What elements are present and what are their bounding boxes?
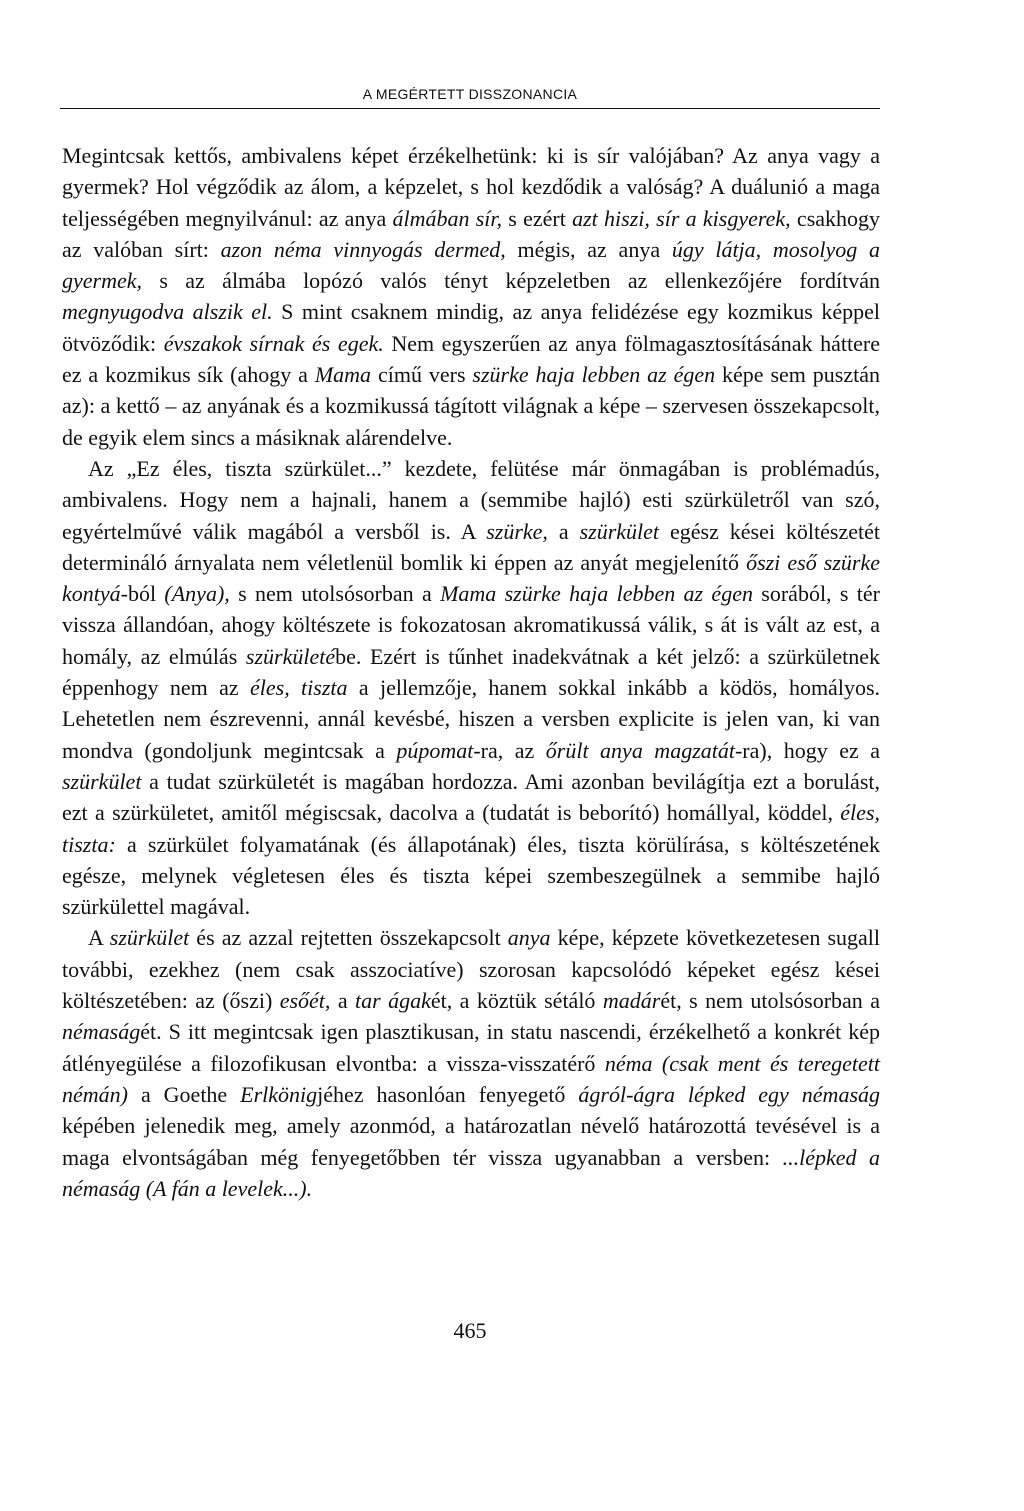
italic-run: némaság [62, 1019, 141, 1045]
italic-run: őszi eső szürke kontyá [62, 549, 880, 607]
italic-run: ...lépked a némaság (A fán a levelek...). [62, 1144, 880, 1201]
italic-run: Erlkönig [240, 1081, 318, 1107]
text-run: című vers [371, 362, 473, 388]
text-run: S mint csaknem mindig, az anya felidézése egy kozmikus képpel ötvöződik: [62, 299, 880, 356]
italic-run: anya [507, 925, 551, 951]
text-run: ét, a köztük sétáló [430, 988, 603, 1014]
text-run: képében jelenedik meg, amely azonmód, a határozatlan névelő határozottá tevésével is a maga elvontságában még fenyegetőbben tér vissza ugyanabban a versben: [62, 1113, 880, 1170]
text-run: A [88, 925, 110, 951]
italic-run: szürke haja lebben az égen [472, 362, 716, 388]
italic-run: azt hiszi, sír a kisgyerek, [572, 205, 791, 231]
text-run: a [547, 518, 580, 544]
italic-run: szürkület [109, 925, 190, 951]
text-run: ét, s nem utolsósorban a [660, 988, 880, 1014]
italic-run: azon néma vinnyogás dermed, [220, 236, 506, 262]
italic-run: (Anya), [164, 581, 230, 607]
paragraph-1 [62, 140, 880, 453]
text-run: csakhogy az valóban sírt: [62, 205, 881, 262]
italic-run: Mama [314, 362, 372, 388]
italic-run: néma (csak ment és teregetett némán) [62, 1050, 880, 1107]
text-run: képe sem pusztán az): a kettő – az anyának és a kozmikussá tágított világnak a képe – szervesen összekapcsolt, de egyik elem sincs a másiknak alárendelve. [62, 362, 881, 450]
text-run: be. Ezért is tűnhet inadekvátnak a két jelző: a szürkületnek éppenhogy nem az [62, 643, 880, 701]
text-run: a [330, 988, 355, 1014]
text-run: jéhez hasonlóan fenyegető [317, 1081, 579, 1107]
italic-run: szürke, [486, 518, 548, 544]
paragraph-2 [62, 453, 880, 922]
italic-run: álmában sír, [392, 205, 503, 231]
italic-run: szürkület [579, 518, 660, 544]
body-text [62, 140, 880, 1204]
italic-run: szürkületé [245, 643, 336, 669]
text-run: -ra, az [473, 737, 546, 763]
text-run: képe, képzete következetesen sugall további, ezekhez (nem csak asszociatíve) szorosan kapcsolódó képeket egész kései költészetében: az (őszi) [62, 925, 880, 1014]
italic-run: ágról-ágra lépked egy némaság [578, 1081, 881, 1107]
italic-run: éles, tiszta: [62, 800, 880, 857]
italic-run: szürkület [62, 768, 142, 794]
text-run: a tudat szürkületét is magában hordozza. Ami azonban bevilágítja ezt a borulást, ezt a szürkületet, amitől mégiscsak, dacolva a (tudatát is beborító) homállyal, köddel, [62, 768, 880, 826]
italic-run: évszakok sírnak és egek. [163, 330, 384, 356]
paragraph-3 [62, 922, 880, 1204]
text-run: -ból [120, 581, 165, 607]
text-run: s ezért [502, 205, 573, 231]
text-run: és az azzal rejtetten összekapcsolt [189, 925, 508, 951]
italic-run: Mama szürke haja lebben az égen [440, 581, 753, 607]
text-run: a szürkület folyamatának (és állapotának) éles, tiszta körülírása, s költészetének egésze, melynek végletesen éles és tiszta képei szembeszegülnek a semmibe hajló szürkülettel magával. [62, 831, 880, 920]
running-title: A MEGÉRTETT DISSZONANCIA [362, 86, 578, 102]
italic-run: esőét, [279, 988, 331, 1014]
italic-run: úgy látja, mosolyog a gyermek, [62, 236, 880, 294]
text-run: a Goethe [127, 1081, 241, 1107]
italic-run: megnyugodva alszik el. [62, 299, 273, 325]
text-run: Az „Ez éles, tiszta szürkület...” kezdete, felütése már önmagában is problémadús, ambivalens. Hogy nem a hajnali, hanem a (semmibe hajló) esti szürkületről van szó, egyértelművé válik magából a versből is. A [62, 455, 880, 544]
text-run: Megintcsak kettős, ambivalens képet érzékelhetünk: ki is sír valójában? Az anya vagy a gyermek? Hol végződik az álom, a képzelet, s hol kezdődik a valóság? A duálunió a maga teljességében megnyilvánul: az anya [62, 143, 880, 231]
italic-run: éles, tiszta [249, 675, 348, 701]
text-run: ét. S itt megintcsak igen plasztikusan, in statu nascendi, érzékelhető a konkrét kép átlényegülése a filozofikusan elvontba: a vissza-visszatérő [62, 1019, 880, 1076]
text-run: -ra), hogy ez a [734, 737, 880, 763]
italic-run: púpomat [396, 737, 474, 763]
page-number: 465 [453, 1318, 487, 1343]
text-run: s az álmába lopózó valós tényt képzeletben az ellenkezőjére fordítván [142, 268, 880, 294]
text-run: egész kései költészetét determináló árnyalata nem véletlenül bomlik ki éppen az anyát megjelenítő [62, 518, 880, 575]
text-run: mégis, az anya [505, 236, 672, 262]
text-run: Nem egyszerűen az anya fölmagasztosításának háttere ez a kozmikus sík (ahogy a [62, 330, 880, 388]
header-rule [60, 108, 880, 109]
text-run: a jellemzője, hanem sokkal inkább a ködös, homályos. Lehetetlen nem észrevenni, annál kevésbé, hiszen a versben explicite is jelen van, ki van mondva (gondoljunk megintcsak a [62, 675, 880, 763]
italic-run: madár [602, 988, 661, 1014]
italic-run: őrült anya magzatát [545, 737, 735, 763]
text-run: s nem utolsósorban a [229, 581, 441, 607]
text-run: sorából, s tér vissza állandóan, ahogy költészete is fokozatosan akromatikussá válik, s át is vált az est, a homály, az elmúlás [62, 581, 880, 669]
italic-run: tar ágak [355, 988, 431, 1014]
